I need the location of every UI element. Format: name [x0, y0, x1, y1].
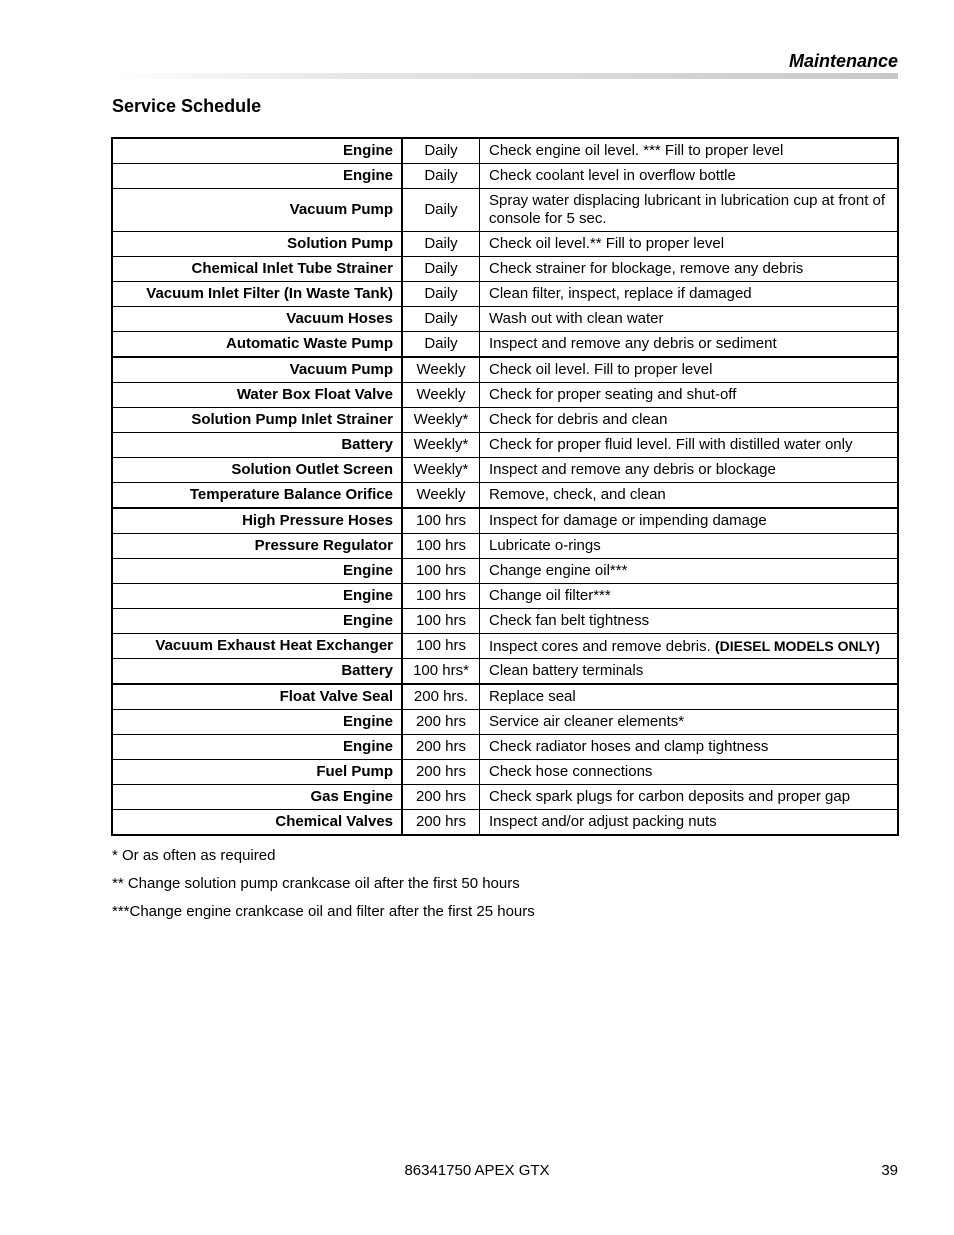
- table-row: [112, 735, 898, 760]
- frequency-cell: Weekly: [402, 357, 480, 383]
- service-schedule-table: [111, 137, 899, 836]
- action-text: Check for proper seating and shut-off: [489, 386, 737, 403]
- table-row: [112, 433, 898, 458]
- action-cell: [480, 634, 899, 659]
- action-cell: [480, 584, 899, 609]
- table-row: [112, 609, 898, 634]
- component-cell: Battery: [112, 659, 402, 685]
- table-row: [112, 408, 898, 433]
- table-row: [112, 508, 898, 534]
- table-row: [112, 357, 898, 383]
- frequency-cell: Daily: [402, 307, 480, 332]
- frequency-cell: 200 hrs: [402, 735, 480, 760]
- table-row: [112, 810, 898, 836]
- component-cell: Vacuum Pump: [112, 189, 402, 232]
- action-cell: [480, 383, 899, 408]
- frequency-cell: 100 hrs: [402, 508, 480, 534]
- header-rule: [112, 73, 898, 79]
- action-cell: [480, 138, 899, 164]
- component-cell: Vacuum Hoses: [112, 307, 402, 332]
- component-cell: Pressure Regulator: [112, 534, 402, 559]
- table-row: [112, 710, 898, 735]
- action-text: Check coolant level in overflow bottle: [489, 167, 736, 184]
- frequency-cell: 200 hrs: [402, 785, 480, 810]
- section-name: Maintenance: [788, 51, 898, 71]
- action-text: Check strainer for blockage, remove any debris: [489, 260, 804, 277]
- component-cell: High Pressure Hoses: [112, 508, 402, 534]
- action-emphasis: (DIESEL MODELS ONLY): [714, 637, 880, 654]
- action-text: Check oil level. Fill to proper level: [489, 361, 713, 378]
- action-cell: [480, 257, 899, 282]
- component-cell: Vacuum Exhaust Heat Exchanger: [112, 634, 402, 659]
- frequency-cell: Daily: [402, 282, 480, 307]
- action-cell: [480, 684, 899, 710]
- component-cell: Water Box Float Valve: [112, 383, 402, 408]
- table-row: [112, 634, 898, 659]
- action-text: Lubricate o-rings: [489, 537, 601, 554]
- component-cell: Engine: [112, 735, 402, 760]
- service-schedule-body: [112, 138, 898, 835]
- component-cell: Float Valve Seal: [112, 684, 402, 710]
- component-cell: Gas Engine: [112, 785, 402, 810]
- action-cell: [480, 810, 899, 836]
- table-row: [112, 534, 898, 559]
- action-text: Check for proper fluid level. Fill with distilled water only: [489, 436, 853, 453]
- action-text: Inspect and remove any debris or sediment: [489, 335, 777, 352]
- action-cell: [480, 735, 899, 760]
- action-cell: [480, 357, 899, 383]
- table-row: [112, 785, 898, 810]
- component-cell: Solution Pump Inlet Strainer: [112, 408, 402, 433]
- component-cell: Fuel Pump: [112, 760, 402, 785]
- table-row: [112, 559, 898, 584]
- action-text: Inspect and/or adjust packing nuts: [489, 813, 717, 830]
- action-text: Inspect for damage or impending damage: [489, 512, 767, 529]
- frequency-cell: Daily: [402, 232, 480, 257]
- component-cell: Engine: [112, 609, 402, 634]
- frequency-cell: 100 hrs: [402, 559, 480, 584]
- table-row: [112, 332, 898, 358]
- action-text: Clean filter, inspect, replace if damaged: [489, 285, 752, 302]
- table-row: [112, 659, 898, 685]
- action-text: Replace seal: [489, 688, 576, 705]
- frequency-cell: Weekly*: [402, 433, 480, 458]
- action-text: Check radiator hoses and clamp tightness: [489, 738, 769, 755]
- action-cell: [480, 458, 899, 483]
- table-row: [112, 138, 898, 164]
- component-cell: Automatic Waste Pump: [112, 332, 402, 358]
- action-text: Change engine oil***: [489, 562, 628, 579]
- action-cell: [480, 307, 899, 332]
- action-cell: [480, 483, 899, 509]
- frequency-cell: 100 hrs: [402, 534, 480, 559]
- component-cell: Vacuum Inlet Filter (In Waste Tank): [112, 282, 402, 307]
- frequency-cell: 100 hrs: [402, 584, 480, 609]
- footnotes: [112, 847, 535, 931]
- action-text: Service air cleaner elements*: [489, 713, 685, 730]
- component-cell: Temperature Balance Orifice: [112, 483, 402, 509]
- frequency-cell: 200 hrs: [402, 760, 480, 785]
- action-cell: [480, 785, 899, 810]
- table-row: [112, 383, 898, 408]
- table-row: [112, 458, 898, 483]
- component-cell: Engine: [112, 584, 402, 609]
- component-cell: Engine: [112, 164, 402, 189]
- action-cell: [480, 760, 899, 785]
- action-text: Check hose connections: [489, 763, 653, 780]
- frequency-cell: Daily: [402, 332, 480, 358]
- action-text: Wash out with clean water: [489, 310, 664, 327]
- frequency-cell: 100 hrs*: [402, 659, 480, 685]
- footnote: * Or as often as required: [112, 847, 276, 864]
- action-cell: [480, 282, 899, 307]
- action-cell: [480, 534, 899, 559]
- action-text: Spray water displacing lubricant in lubrication cup at front of console for 5 sec.: [489, 192, 886, 227]
- action-cell: [480, 710, 899, 735]
- footnote: ** Change solution pump crankcase oil after the first 50 hours: [112, 875, 520, 892]
- action-text: Check spark plugs for carbon deposits and proper gap: [489, 788, 851, 805]
- action-text: Check for debris and clean: [489, 411, 668, 428]
- component-cell: Battery: [112, 433, 402, 458]
- table-row: [112, 282, 898, 307]
- action-cell: [480, 609, 899, 634]
- frequency-cell: 100 hrs: [402, 634, 480, 659]
- page-title: Service Schedule: [112, 96, 262, 116]
- component-cell: Vacuum Pump: [112, 357, 402, 383]
- table-row: [112, 584, 898, 609]
- table-row: [112, 232, 898, 257]
- component-cell: Solution Pump: [112, 232, 402, 257]
- frequency-cell: Daily: [402, 164, 480, 189]
- table-row: [112, 684, 898, 710]
- component-cell: Chemical Inlet Tube Strainer: [112, 257, 402, 282]
- action-text: Check oil level.** Fill to proper level: [489, 235, 725, 252]
- action-cell: [480, 559, 899, 584]
- action-text: Inspect and remove any debris or blockage: [489, 461, 776, 478]
- frequency-cell: 100 hrs: [402, 609, 480, 634]
- action-cell: [480, 232, 899, 257]
- action-cell: [480, 164, 899, 189]
- frequency-cell: 200 hrs: [402, 710, 480, 735]
- frequency-cell: Daily: [402, 189, 480, 232]
- frequency-cell: Weekly*: [402, 458, 480, 483]
- table-row: [112, 483, 898, 509]
- action-text: Clean battery terminals: [489, 662, 644, 679]
- footnote: ***Change engine crankcase oil and filter after the first 25 hours: [112, 903, 535, 920]
- action-cell: [480, 508, 899, 534]
- table-row: [112, 307, 898, 332]
- component-cell: Chemical Valves: [112, 810, 402, 836]
- action-cell: [480, 408, 899, 433]
- table-row: [112, 189, 898, 232]
- frequency-cell: Daily: [402, 138, 480, 164]
- component-cell: Engine: [112, 710, 402, 735]
- action-cell: [480, 332, 899, 358]
- action-text: Change oil filter***: [489, 587, 611, 604]
- page-number: 39: [881, 1162, 898, 1179]
- action-text: Check fan belt tightness: [489, 612, 650, 629]
- frequency-cell: Daily: [402, 257, 480, 282]
- component-cell: Engine: [112, 138, 402, 164]
- component-cell: Solution Outlet Screen: [112, 458, 402, 483]
- frequency-cell: Weekly: [402, 483, 480, 509]
- frequency-cell: 200 hrs: [402, 810, 480, 836]
- action-text: Remove, check, and clean: [489, 486, 666, 503]
- action-text: Check engine oil level. *** Fill to proper level: [489, 142, 784, 159]
- table-row: [112, 164, 898, 189]
- frequency-cell: Weekly: [402, 383, 480, 408]
- frequency-cell: 200 hrs.: [402, 684, 480, 710]
- component-cell: Engine: [112, 559, 402, 584]
- action-cell: [480, 659, 899, 685]
- table-row: [112, 257, 898, 282]
- action-text: Inspect cores and remove debris.: [489, 637, 715, 655]
- footer-doc-id: 86341750 APEX GTX: [404, 1162, 550, 1179]
- action-cell: [480, 433, 899, 458]
- action-cell: [480, 189, 899, 232]
- frequency-cell: Weekly*: [402, 408, 480, 433]
- table-row: [112, 760, 898, 785]
